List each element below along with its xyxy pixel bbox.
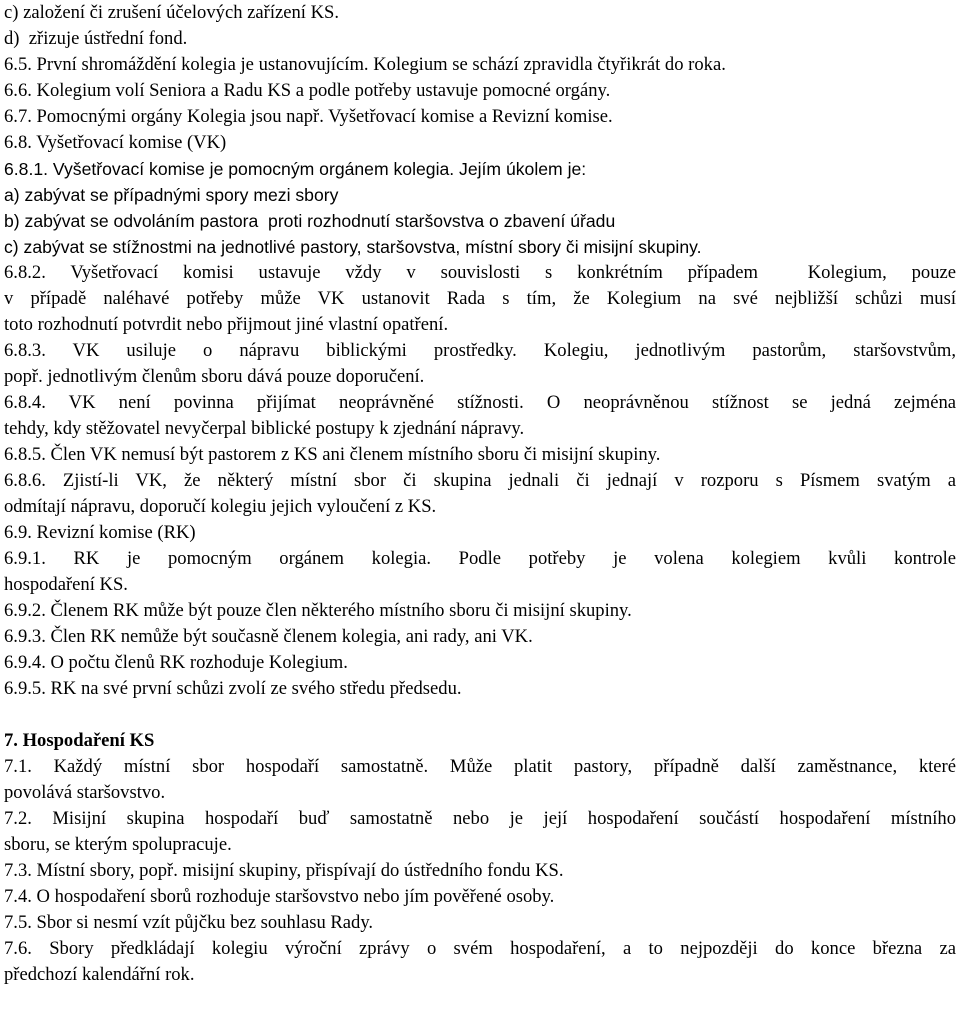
text-line: sboru, se kterým spolupracuje. [4,834,232,855]
text-line: 6.9. Revizní komise (RK) [4,522,196,543]
text-line: 6.7. Pomocnými orgány Kolegia jsou např. Vyšetřovací komise a Revizní komise. [4,106,613,127]
text-line: 6.5. První shromáždění kolegia je ustanovujícím. Kolegium se schází zpravidla čtyřikrát do roka. [4,54,726,75]
text-line: toto rozhodnutí potvrdit nebo přijmout jiné vlastní opatření. [4,314,449,335]
text-line: 6.8.5. Člen VK nemusí být pastorem z KS ani členem místního sboru či misijní skupiny. [4,444,661,465]
text-line: 6.8.6. Zjistí-li VK, že některý místní sbor či skupina jednali či jednají v rozporu s Písmem svatým a [4,470,956,491]
text-line: povolává staršovstvo. [4,782,166,803]
text-line: 6.9.3. Člen RK nemůže být současně členem kolegia, ani rady, ani VK. [4,626,533,647]
text-line: 7.6. Sbory předkládají kolegiu výroční zprávy o svém hospodaření, a to nejpozději do konce března za [4,938,956,959]
text-line: 6.9.4. O počtu členů RK rozhoduje Kolegium. [4,652,348,673]
text-line: 6.8. Vyšetřovací komise (VK) [4,132,227,153]
section-heading: 7. Hospodaření KS [4,730,155,751]
text-line: a) zabývat se případnými spory mezi sbory [4,185,339,205]
text-line: b) zabývat se odvoláním pastora proti rozhodnutí staršovstva o zbavení úřadu [4,211,616,231]
text-line: 6.8.1. Vyšetřovací komise je pomocným orgánem kolegia. Jejím úkolem je: [4,159,587,179]
text-line: odmítají nápravu, doporučí kolegiu jejich vyloučení z KS. [4,496,437,517]
text-line: v případě naléhavé potřeby může VK ustanovit Rada s tím, že Kolegium na své nejbližší schůzi musí [4,288,956,309]
text-line: c) založení či zrušení účelových zařízení KS. [4,2,340,23]
text-line: popř. jednotlivým členům sboru dává pouze doporučení. [4,366,425,387]
text-line: 6.8.4. VK není povinna přijímat neoprávněné stížnosti. O neoprávněnou stížnost se jedná zejména [4,392,956,413]
text-line: c) zabývat se stížnostmi na jednotlivé pastory, staršovstva, místní sbory či misijní skupiny. [4,237,702,257]
text-line: 6.8.2. Vyšetřovací komisi ustavuje vždy v souvislosti s konkrétním případem Kolegium, pouze [4,262,956,283]
text-line: tehdy, kdy stěžovatel nevyčerpal biblické postupy k zjednání nápravy. [4,418,525,439]
text-line: hospodaření KS. [4,574,128,595]
text-line: 6.9.5. RK na své první schůzi zvolí ze svého středu předsedu. [4,678,462,699]
text-line: d) zřizuje ústřední fond. [4,28,188,49]
text-line: 7.3. Místní sbory, popř. misijní skupiny, přispívají do ústředního fondu KS. [4,860,564,881]
text-line: předchozí kalendářní rok. [4,964,195,985]
text-line: 7.1. Každý místní sbor hospodaří samostatně. Může platit pastory, případně další zaměstnance, které [4,756,956,777]
text-line: 7.4. O hospodaření sborů rozhoduje staršovstvo nebo jím pověřené osoby. [4,886,555,907]
text-line: 6.8.3. VK usiluje o nápravu biblickými prostředky. Kolegiu, jednotlivým pastorům, staršovstvům, [4,340,956,361]
text-line: 6.6. Kolegium volí Seniora a Radu KS a podle potřeby ustavuje pomocné orgány. [4,80,611,101]
text-line: 7.5. Sbor si nesmí vzít půjčku bez souhlasu Rady. [4,912,374,933]
text-line: 6.9.2. Členem RK může být pouze člen některého místního sboru či misijní skupiny. [4,600,632,621]
text-line: 7.2. Misijní skupina hospodaří buď samostatně nebo je její hospodaření součástí hospodaření místního [4,808,956,829]
text-line: 6.9.1. RK je pomocným orgánem kolegia. Podle potřeby je volena kolegiem kvůli kontrole [4,548,956,569]
